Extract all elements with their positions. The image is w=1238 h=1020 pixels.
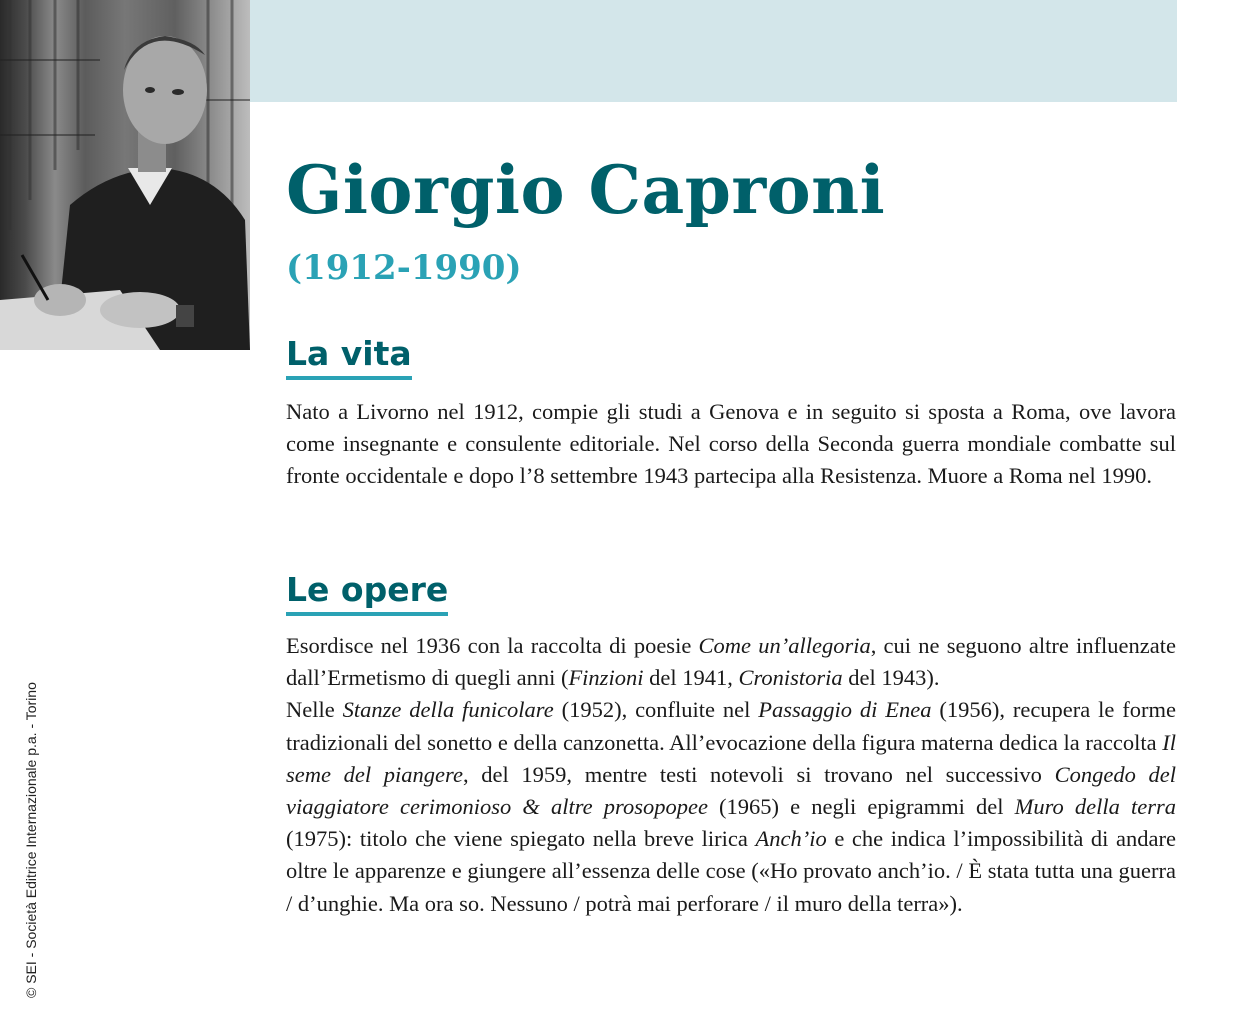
opere-text-segment: (1975): titolo che viene spiegato nella breve lirica — [286, 826, 756, 852]
opere-text-segment: , cui ne seguono altre influenzate dall’Ermetismo di quegli anni ( — [286, 633, 1177, 691]
work-title: Come un’allegoria — [698, 633, 871, 658]
opere-text-segment: (1952), confluite nel — [553, 697, 759, 723]
work-title: Cronistoria — [738, 665, 843, 691]
work-title: Stanze della funicolare — [342, 697, 554, 723]
work-title: Anch’io — [755, 826, 827, 852]
section-heading-vita: La vita — [286, 334, 412, 380]
author-name: Giorgio Caproni — [286, 151, 886, 229]
section-text-opere — [286, 630, 1176, 920]
section-heading-opere: Le opere — [286, 570, 448, 616]
opere-text-segment: Nelle — [286, 697, 343, 723]
work-title: Congedo del viaggiatore cerimonioso & altre prosopopee — [286, 761, 1176, 820]
work-title: Il seme del piangere — [286, 729, 1176, 787]
opere-text-segment: Esordisce nel 1936 con la raccolta di poesie — [286, 633, 699, 658]
work-title: Finzioni — [568, 665, 644, 691]
opere-text-segment: (1965) e negli epigrammi del — [707, 794, 1015, 820]
opere-text-segment: del 1941, — [643, 665, 739, 691]
author-dates: (1912-1990) — [286, 248, 522, 288]
author-portrait — [0, 0, 250, 350]
work-title: Passaggio di Enea — [758, 697, 932, 723]
opere-text-segment: (1956), recupera le forme tradizionali del sonetto e della canzonetta. All’evocazione della figura materna dedica la raccolta — [286, 697, 1176, 755]
portrait-image — [0, 0, 250, 350]
header-band — [250, 0, 1177, 102]
opere-text-segment: del 1943). — [842, 665, 940, 691]
copyright-notice: © SEI - Società Editrice Internazionale p.a. - Torino — [23, 682, 39, 998]
opere-text-segment: e che indica l’impossibilità di andare oltre le apparenze e giungere all’essenza delle cose («Ho provato anch’io. / È stata tutta una guerra / d’unghie. Ma ora so. Nessuno / potrà mai perforare / il muro della terra»). — [286, 826, 1176, 916]
opere-text-segment: , del 1959, mentre testi notevoli si trovano nel successivo — [462, 761, 1055, 787]
section-text-vita: Nato a Livorno nel 1912, compie gli studi a Genova e in seguito si sposta a Roma, ove lavora come insegnante e consulente editoriale. Nel corso della Seconda guerra mondiale combatte sul fronte occidentale e dopo l’8 settembre 1943 partecipa alla Resistenza. Muore a Roma nel 1990. — [286, 399, 1176, 489]
work-title: Muro della terra — [1014, 794, 1176, 820]
